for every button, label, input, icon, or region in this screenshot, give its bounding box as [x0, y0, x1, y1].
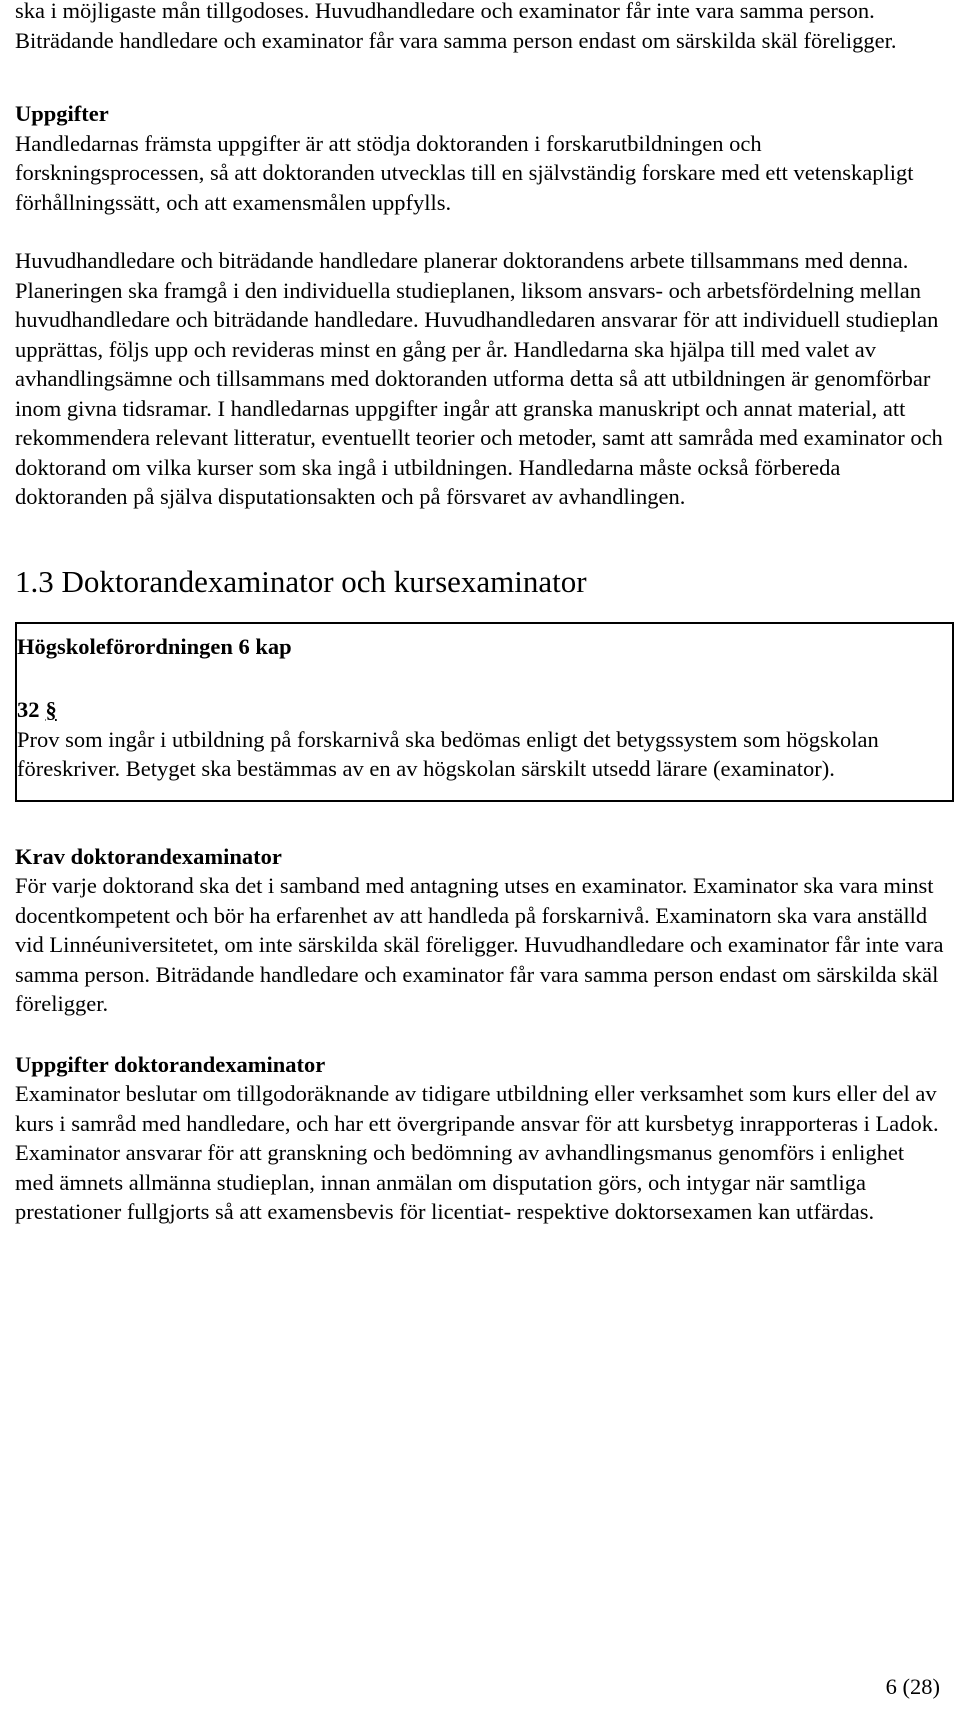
law-title: Högskoleförordningen 6 kap [17, 633, 292, 659]
continuation-paragraph: ska i möjligaste mån tillgodoses. Huvudhandledare och examinator får inte vara samma person. Biträdande handledare och examinator får vara samma person endast om särskilda skäl föreligger. [15, 0, 897, 53]
law-paragraph-number [17, 695, 952, 725]
uppgifter-examinator-heading: Uppgifter doktorandexaminator [15, 1051, 326, 1077]
krav-paragraph: För varje doktorand ska det i samband med antagning utses en examinator. Examinator ska vara minst docentkompetent och bör ha erfarenhet av att handleda på forskarnivå. Examinatorn ska vara anställd vid Linnéuniversitetet, om inte särskilda skäl föreligger. Huvudhandledare och examinator får inte vara samma person. Biträdande handledare och examinator får vara samma person endast om särskilda skäl föreligger. [15, 873, 944, 1016]
uppgifter-heading: Uppgifter [15, 101, 109, 126]
law-quote-box [15, 622, 954, 802]
law-text: Prov som ingår i utbildning på forskarnivå ska bedömas enligt det betygssystem som högskolan föreskriver. Betyget ska bestämmas av en av högskolan särskilt utsedd lärare (examinator). [17, 726, 879, 781]
uppgifter-examinator-paragraph: Examinator beslutar om tillgodoräknande av tidigare utbildning eller verksamhet som kurs eller del av kurs i samråd med handledare, och har ett övergripande ansvar för att kursbetyg inrapporteras i Ladok. Examinator ansvarar för att granskning och bedömning av avhandlingsmanus genomförs i enlighet med ämnets allmänna studieplan, innan anmälan om disputation görs, och intygar när samtliga prestationer fullgjorts så att examensbevis för licentiat- respektive doktorsexamen kan utfärdas. [15, 1081, 939, 1224]
section-title: 1.3 Doktorandexaminator och kursexaminator [15, 563, 587, 599]
uppgifter-paragraph-2: Huvudhandledare och biträdande handledare planerar doktorandens arbete tillsammans med denna. Planeringen ska framgå i den individuella studieplanen, liksom ansvars- och arbetsfördelning mellan huvudhandledare och biträdande handledare. Huvudhandledaren ansvarar för att individuell studieplan upprättas, följs upp och revideras minst en gång per år. Handledarna ska hjälpa till med valet av avhandlingsämne och tillsammans med doktoranden utforma detta så att utbildningen är genomförbar inom givna tidsramar. I handledarnas uppgifter ingår att granska manuskript och annat material, att rekommendera relevant litteratur, eventuellt teorier och metoder, samt att samråda med examinator och doktorand om vilka kurser som ska ingå i utbildningen. Handledarna måste också förbereda doktoranden på själva disputationsakten och på försvaret av avhandlingen. [15, 248, 943, 509]
section-sign: § [45, 697, 57, 722]
page-number: 6 (28) [885, 1674, 940, 1699]
krav-heading: Krav doktorandexaminator [15, 843, 282, 869]
law-number: 32 [17, 697, 40, 722]
document-page [15, 0, 945, 1227]
uppgifter-paragraph-1: Handledarnas främsta uppgifter är att stödja doktoranden i forskarutbildningen och forskningsprocessen, så att doktoranden utvecklas till en självständig forskare med ett vetenskapligt förhållningssätt, och att examensmålen uppfylls. [15, 130, 914, 215]
